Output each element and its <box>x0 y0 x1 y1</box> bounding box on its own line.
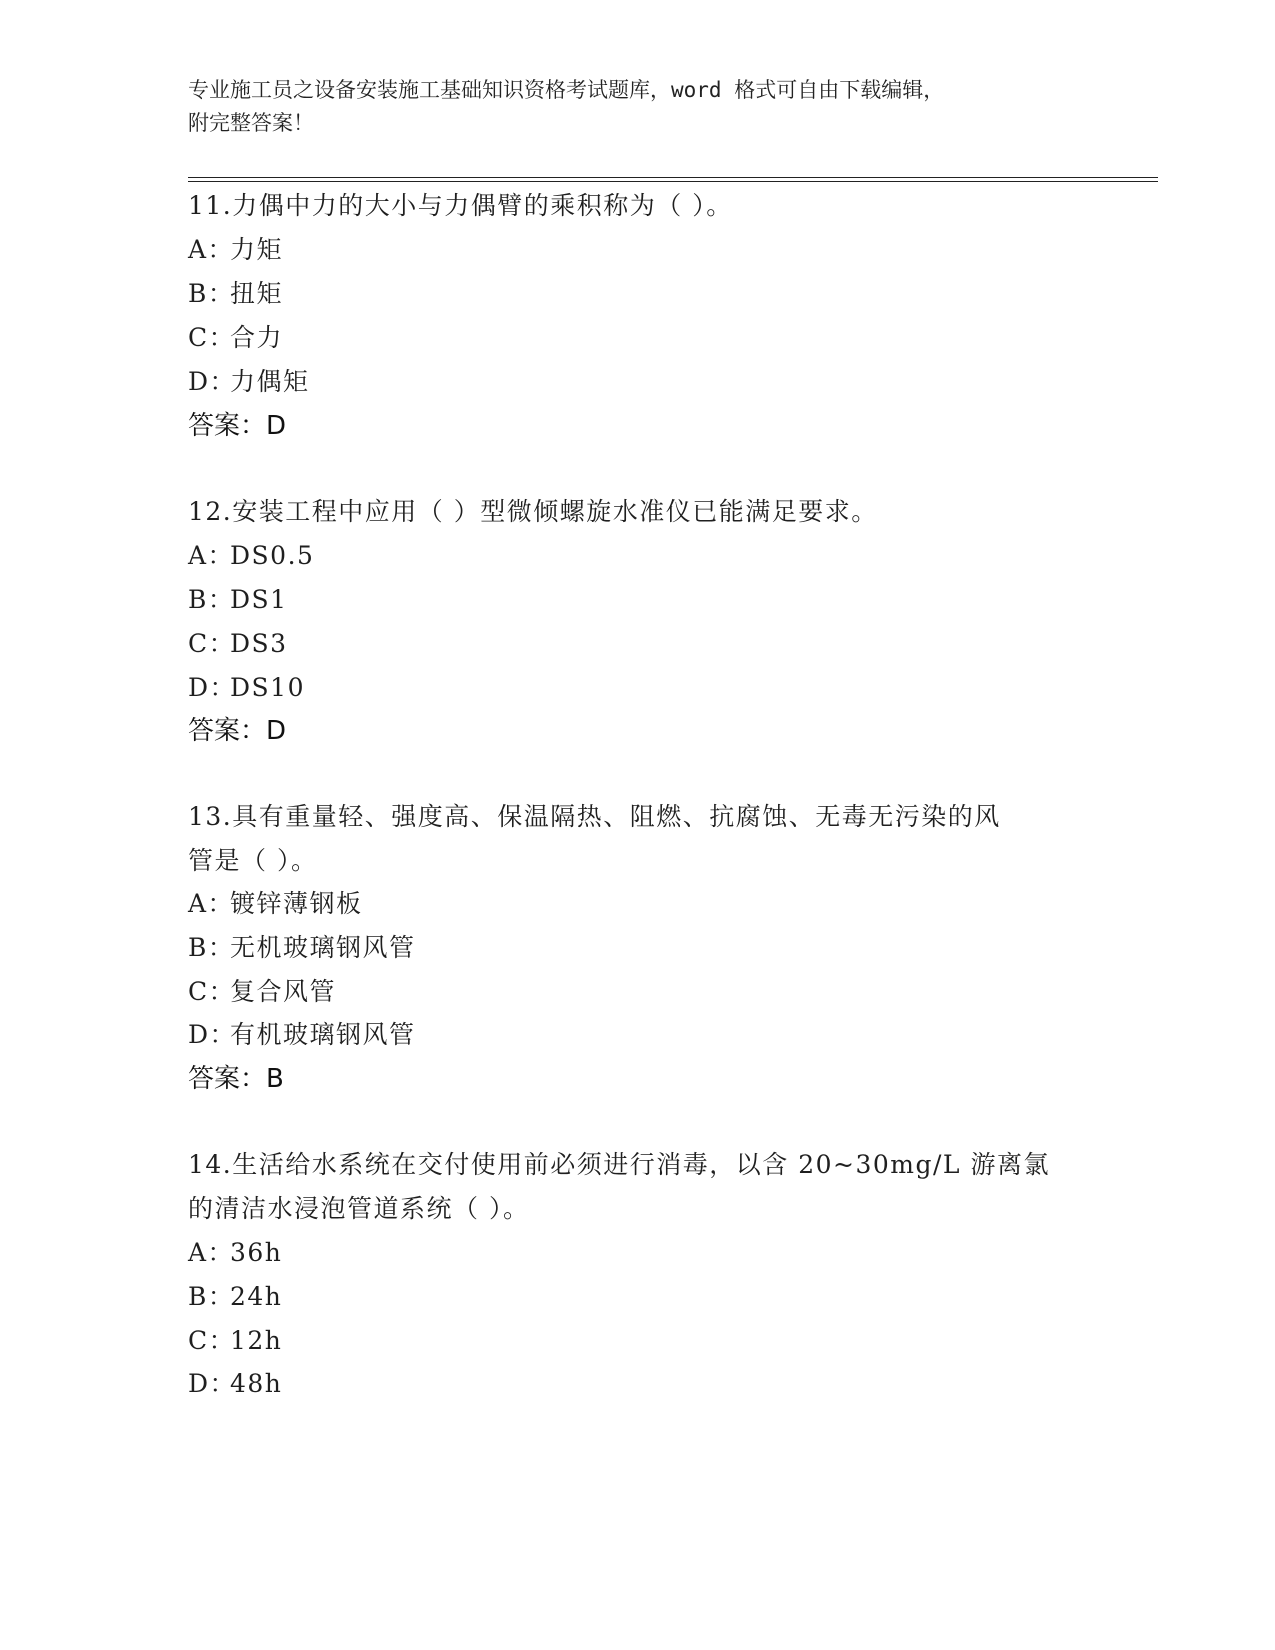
option-item <box>188 1321 282 1357</box>
option-item <box>188 668 305 704</box>
option-item <box>188 230 283 266</box>
header-line: 附完整答案！ <box>188 111 314 135</box>
option-item <box>188 1277 282 1313</box>
option-text: 48h <box>230 1369 283 1398</box>
option-letter: A： <box>188 889 235 918</box>
question-stem-continued: 的清洁水浸泡管道系统（ ）。 <box>188 1194 530 1223</box>
option-item <box>188 1233 282 1269</box>
option-text: 有机玻璃钢风管 <box>230 1020 416 1049</box>
option-text: 合力 <box>230 323 284 352</box>
option-letter: B： <box>188 585 235 614</box>
option-text: 镀锌薄钢板 <box>230 889 363 918</box>
document-header <box>188 74 1088 140</box>
answer-line: 答案：D <box>188 716 287 746</box>
option-item <box>188 362 310 398</box>
option-letter: D： <box>188 1369 237 1398</box>
option-text: 36h <box>230 1238 283 1267</box>
answer-line: 答案：B <box>188 1064 284 1094</box>
option-item <box>188 536 314 572</box>
option-item <box>188 884 363 920</box>
option-text: DS3 <box>230 629 288 658</box>
option-letter: D： <box>188 367 237 396</box>
header-line: 专业施工员之设备安装施工基础知识资格考试题库，word 格式可自由下载编辑， <box>188 78 945 102</box>
option-item <box>188 624 288 660</box>
option-item <box>188 1015 416 1051</box>
option-text: DS10 <box>230 673 305 702</box>
option-letter: B： <box>188 933 235 962</box>
question-stem: 14.生活给水系统在交付使用前必须进行消毒，以含 20~30mg/L 游离氯 <box>188 1150 1050 1179</box>
option-letter: C： <box>188 323 236 352</box>
option-item <box>188 274 283 310</box>
option-text: 扭矩 <box>230 279 284 308</box>
option-letter: A： <box>188 235 235 264</box>
question-stem: 13.具有重量轻、强度高、保温隔热、阻燃、抗腐蚀、无毒无污染的风 <box>188 802 1001 831</box>
option-item <box>188 928 416 964</box>
option-letter: A： <box>188 541 235 570</box>
option-letter: C： <box>188 977 236 1006</box>
option-letter: C： <box>188 1326 236 1355</box>
question-stem: 12.安装工程中应用（ ）型微倾螺旋水准仪已能满足要求。 <box>188 497 878 526</box>
option-text: 力矩 <box>230 235 284 264</box>
option-text: 24h <box>230 1282 283 1311</box>
option-letter: B： <box>188 279 235 308</box>
option-letter: D： <box>188 673 237 702</box>
option-text: DS1 <box>230 585 288 614</box>
option-letter: B： <box>188 1282 235 1311</box>
header-divider <box>188 177 1158 182</box>
option-letter: C： <box>188 629 236 658</box>
option-text: DS0.5 <box>230 541 315 570</box>
option-letter: D： <box>188 1020 237 1049</box>
question-stem-continued: 管是（ ）。 <box>188 846 318 875</box>
option-item <box>188 318 283 354</box>
question-stem: 11.力偶中力的大小与力偶臂的乘积称为（ ）。 <box>188 191 733 220</box>
option-text: 12h <box>230 1326 283 1355</box>
option-letter: A： <box>188 1238 235 1267</box>
option-item <box>188 972 336 1008</box>
option-text: 复合风管 <box>230 977 337 1006</box>
answer-line: 答案：D <box>188 411 287 441</box>
option-text: 无机玻璃钢风管 <box>230 933 416 962</box>
option-item <box>188 1364 282 1400</box>
option-text: 力偶矩 <box>230 367 310 396</box>
option-item <box>188 580 288 616</box>
